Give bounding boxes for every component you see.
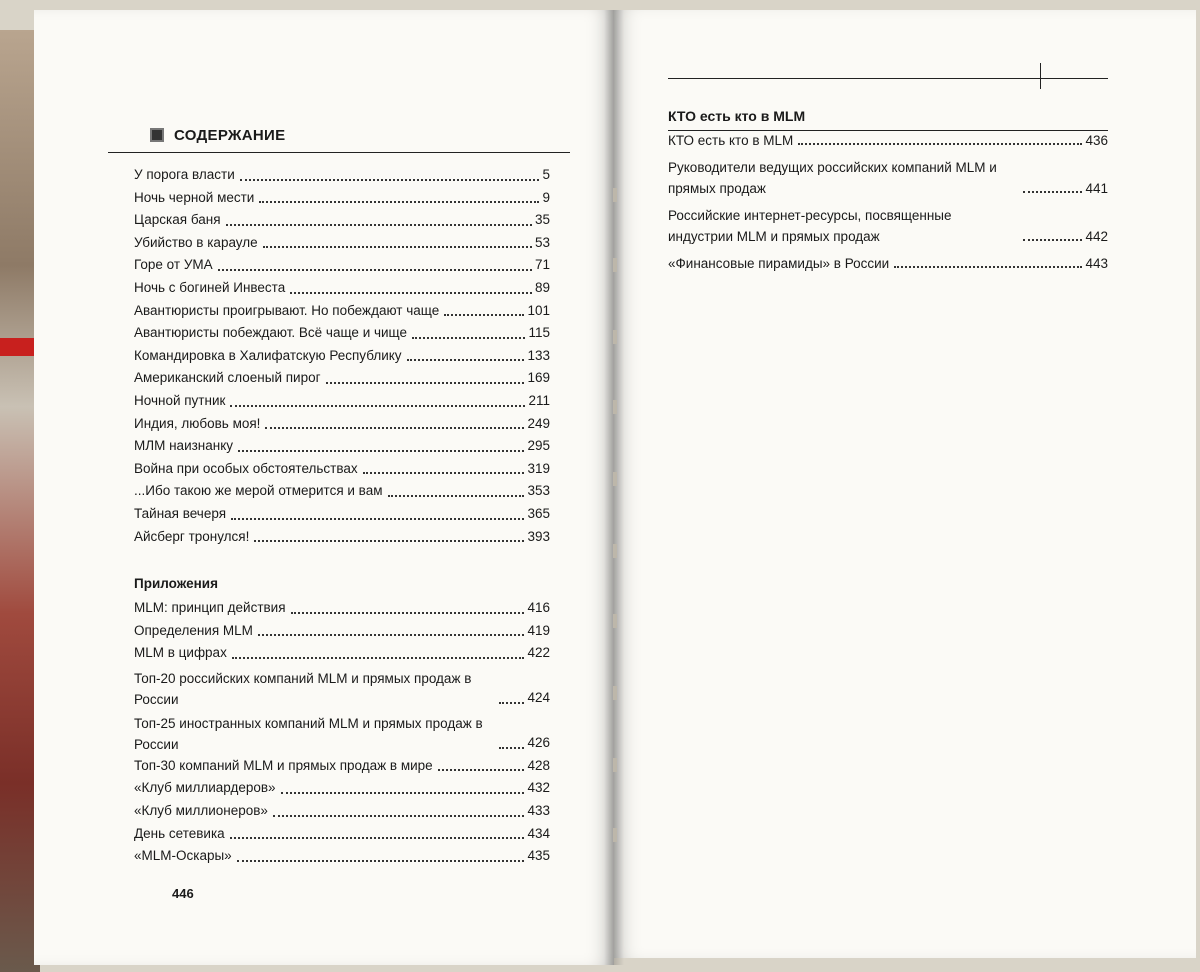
section-title: КТО есть кто в MLM xyxy=(668,108,1108,131)
dot-leader xyxy=(894,266,1082,268)
entry-title: Ночь с богиней Инвеста xyxy=(134,279,286,295)
dot-leader xyxy=(226,224,532,226)
header-rule xyxy=(668,78,1108,79)
dot-leader xyxy=(240,179,540,181)
entry-title: Командировка в Халифатскую Республику xyxy=(134,347,402,363)
entry-page: 426 xyxy=(527,735,550,751)
appendix-list xyxy=(134,597,550,868)
toc-entry[interactable] xyxy=(134,503,550,526)
toc-entry[interactable] xyxy=(668,130,1108,151)
entry-title: Авантюристы проигрывают. Но побеждают чаще xyxy=(134,302,440,318)
entry-title: Ночь черной мести xyxy=(134,189,255,205)
toc-entry[interactable] xyxy=(668,253,1108,274)
entry-page: 295 xyxy=(527,438,550,454)
entry-title: Топ-20 российских компаний MLM и прямых продаж в России xyxy=(134,670,472,707)
toc-entry[interactable] xyxy=(134,413,550,436)
toc-entry[interactable] xyxy=(134,755,550,778)
entry-page: 211 xyxy=(528,392,550,408)
dot-leader xyxy=(263,246,532,248)
dot-leader xyxy=(281,792,525,794)
toc-entry[interactable] xyxy=(134,597,550,620)
entry-page: 5 xyxy=(542,167,550,182)
entry-title: Тайная вечеря xyxy=(134,505,227,521)
entry-title: Война при особых обстоятельствах xyxy=(134,460,358,476)
entry-page: 9 xyxy=(542,189,550,205)
toc-entry[interactable] xyxy=(134,367,550,390)
toc-entry[interactable] xyxy=(134,823,550,846)
square-bullet-icon xyxy=(150,128,164,142)
entry-page: 89 xyxy=(534,279,550,295)
entry-title: Айсберг тронулся! xyxy=(134,528,250,544)
book-gutter xyxy=(604,10,624,965)
dot-leader xyxy=(237,860,525,862)
entry-page: 319 xyxy=(527,460,550,476)
entry-page: 133 xyxy=(527,347,550,363)
toc-entry[interactable] xyxy=(134,254,550,277)
entry-title: Руководители ведущих российских компаний MLM и прямых продаж xyxy=(668,160,997,196)
entry-title: Индия, любовь моя! xyxy=(134,415,261,431)
entry-page: 428 xyxy=(527,757,550,773)
dot-leader xyxy=(265,427,524,429)
toc-entry[interactable] xyxy=(134,300,550,323)
entry-title: Горе от УМА xyxy=(134,257,213,273)
binding-stitch xyxy=(613,330,617,344)
entry-page: 416 xyxy=(527,600,550,615)
toc-entry[interactable] xyxy=(134,322,550,345)
entry-title: Американский слоеный пирог xyxy=(134,370,321,386)
dot-leader xyxy=(388,495,525,497)
toc-entry[interactable] xyxy=(134,209,550,232)
binding-stitch xyxy=(613,544,617,558)
toc-entry[interactable] xyxy=(134,187,550,210)
entry-page: 53 xyxy=(534,234,550,250)
entry-page: 169 xyxy=(527,370,550,386)
entry-title: ...Ибо такою же мерой отмерится и вам xyxy=(134,483,383,499)
toc-header xyxy=(108,118,570,153)
entry-title: Топ-30 компаний MLM и прямых продаж в мире xyxy=(134,757,433,773)
entry-page: 353 xyxy=(527,483,550,499)
dot-leader xyxy=(291,612,525,614)
toc-entry[interactable] xyxy=(134,345,550,368)
entry-title: КТО есть кто в MLM xyxy=(668,133,794,148)
entry-page: 115 xyxy=(528,325,550,341)
entry-title: Авантюристы побеждают. Всё чаще и чище xyxy=(134,325,408,341)
dot-leader xyxy=(1023,239,1082,241)
dot-leader xyxy=(254,540,524,542)
toc-entry[interactable] xyxy=(134,435,550,458)
binding-stitch xyxy=(613,400,617,414)
binding-stitch xyxy=(613,686,617,700)
dot-leader xyxy=(232,657,525,659)
entry-title: «Финансовые пирамиды» в России xyxy=(668,256,890,271)
dot-leader xyxy=(231,518,524,520)
dot-leader xyxy=(407,359,525,361)
dot-leader xyxy=(326,382,525,384)
entry-title: «MLM-Оскары» xyxy=(134,848,232,864)
toc-entry[interactable] xyxy=(134,845,550,868)
entry-title: Убийство в карауле xyxy=(134,234,258,250)
entry-title: Царская баня xyxy=(134,212,221,228)
toc-entry[interactable] xyxy=(668,157,1108,199)
entry-page: 433 xyxy=(527,802,550,818)
toc-entry[interactable] xyxy=(134,480,550,503)
entry-page: 419 xyxy=(527,622,550,638)
entry-title: Топ-25 иностранных компаний MLM и прямых продаж в России xyxy=(134,715,483,752)
entry-page: 365 xyxy=(527,505,550,521)
entry-title: Российские интернет-ресурсы, посвященные индустрии MLM и прямых продаж xyxy=(668,208,952,244)
toc-entry[interactable] xyxy=(134,277,550,300)
toc-entry[interactable] xyxy=(134,526,550,549)
toc-entry[interactable] xyxy=(134,777,550,800)
dot-leader xyxy=(238,450,524,452)
toc-entry[interactable] xyxy=(134,642,550,665)
entry-title: MLM: принцип действия xyxy=(134,600,286,615)
binding-stitch xyxy=(613,614,617,628)
dot-leader xyxy=(273,815,525,817)
binding-stitch xyxy=(613,758,617,772)
entry-page: 71 xyxy=(534,257,550,273)
dot-leader xyxy=(1023,191,1082,193)
section-entry-list xyxy=(668,130,1108,280)
entry-title: МЛМ наизнанку xyxy=(134,438,234,454)
entry-page: 443 xyxy=(1085,256,1108,271)
dot-leader xyxy=(438,769,525,771)
dot-leader xyxy=(798,143,1082,145)
entry-page: 436 xyxy=(1085,133,1108,148)
toc-entry[interactable] xyxy=(668,205,1108,247)
toc-entry[interactable] xyxy=(134,164,550,187)
binding-stitch xyxy=(613,258,617,272)
appendix-section-title: Приложения xyxy=(134,576,218,591)
toc-title: СОДЕРЖАНИЕ xyxy=(174,126,286,144)
chapter-list xyxy=(134,164,550,548)
entry-title: «Клуб миллиардеров» xyxy=(134,780,276,796)
dot-leader xyxy=(218,269,532,271)
page-number: 446 xyxy=(172,886,194,901)
entry-page: 249 xyxy=(527,415,550,431)
dot-leader xyxy=(259,201,539,203)
dot-leader xyxy=(230,837,525,839)
toc-entry[interactable] xyxy=(134,458,550,481)
entry-page: 441 xyxy=(1085,181,1108,196)
entry-page: 393 xyxy=(527,528,550,544)
binding-stitch xyxy=(613,828,617,842)
dot-leader xyxy=(499,702,524,704)
entry-title: День сетевика xyxy=(134,825,225,841)
dot-leader xyxy=(499,747,524,749)
dot-leader xyxy=(444,314,524,316)
toc-entry[interactable] xyxy=(134,232,550,255)
dot-leader xyxy=(258,634,525,636)
entry-page: 442 xyxy=(1085,229,1108,244)
toc-entry[interactable] xyxy=(134,665,550,710)
toc-entry[interactable] xyxy=(134,620,550,643)
entry-page: 35 xyxy=(534,212,550,228)
entry-title: «Клуб миллионеров» xyxy=(134,802,268,818)
entry-title: MLM в цифрах xyxy=(134,645,227,661)
entry-title: Ночной путник xyxy=(134,392,226,408)
dot-leader xyxy=(363,472,525,474)
entry-page: 434 xyxy=(527,825,550,841)
entry-title: У порога власти xyxy=(134,167,235,182)
entry-page: 424 xyxy=(527,690,550,706)
binding-stitch xyxy=(613,188,617,202)
entry-page: 435 xyxy=(527,848,550,864)
entry-page: 432 xyxy=(527,780,550,796)
dot-leader xyxy=(412,337,525,339)
dot-leader xyxy=(230,405,525,407)
entry-page: 101 xyxy=(527,302,550,318)
dot-leader xyxy=(290,292,532,294)
toc-entry[interactable] xyxy=(134,800,550,823)
binding-stitch xyxy=(613,472,617,486)
toc-entry[interactable] xyxy=(134,710,550,755)
entry-title: Определения MLM xyxy=(134,622,253,638)
toc-entry[interactable] xyxy=(134,390,550,413)
header-rule-tick xyxy=(1040,63,1041,89)
entry-page: 422 xyxy=(527,645,550,661)
